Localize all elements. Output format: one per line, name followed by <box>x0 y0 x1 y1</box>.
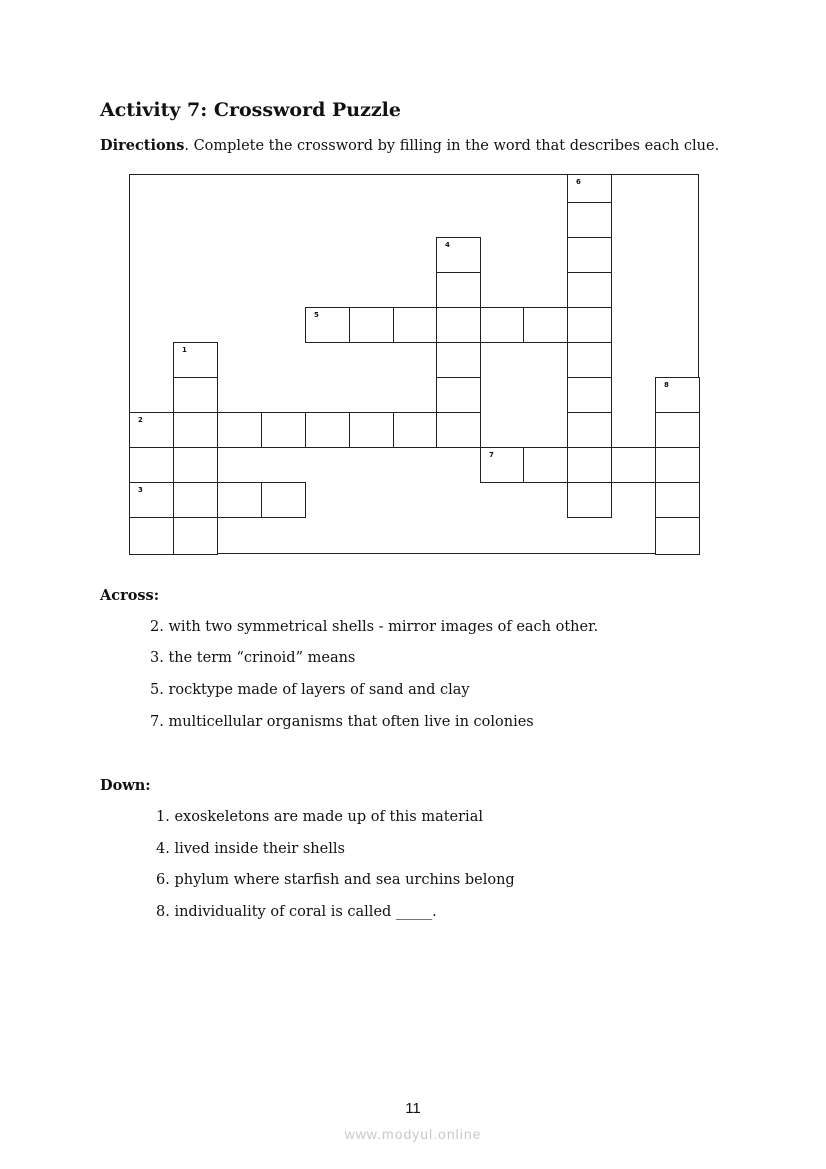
crossword-cell[interactable] <box>217 412 262 448</box>
clue-number: 4 <box>445 241 450 249</box>
crossword-cell[interactable] <box>349 412 394 448</box>
watermark: www.modyul.online <box>344 1126 482 1142</box>
crossword-cell[interactable] <box>480 307 524 343</box>
crossword-cell[interactable] <box>655 447 700 483</box>
directions-label: Directions <box>100 137 185 154</box>
crossword-cell[interactable] <box>305 412 350 448</box>
page-number: 11 <box>405 1100 421 1117</box>
across-clue-5: 5. rocktype made of layers of sand and clay <box>150 682 470 698</box>
page-title: Activity 7: Crossword Puzzle <box>100 99 401 121</box>
crossword-cell[interactable] <box>217 482 262 518</box>
crossword-cell[interactable] <box>567 174 612 203</box>
down-clue-4: 4. lived inside their shells <box>156 841 345 857</box>
crossword-cell[interactable] <box>655 412 700 448</box>
crossword-cell[interactable] <box>173 342 218 378</box>
crossword-cell[interactable] <box>129 447 174 483</box>
crossword-cell[interactable] <box>655 517 700 555</box>
crossword-cell[interactable] <box>523 307 568 343</box>
crossword-cell[interactable] <box>305 307 350 343</box>
directions <box>100 137 719 154</box>
clue-number: 7 <box>489 451 494 459</box>
crossword-cell[interactable] <box>567 342 612 378</box>
crossword-cell[interactable] <box>173 377 218 413</box>
crossword-cell[interactable] <box>436 412 481 448</box>
directions-text: . Complete the crossword by filling in the word that describes each clue. <box>184 138 720 154</box>
crossword-cell[interactable] <box>611 447 656 483</box>
across-clue-7: 7. multicellular organisms that often live in colonies <box>150 714 534 730</box>
crossword-cell[interactable] <box>567 447 612 483</box>
clue-number: 5 <box>314 311 319 319</box>
crossword-cell[interactable] <box>567 272 612 308</box>
crossword-grid <box>129 174 699 554</box>
crossword-cell[interactable] <box>436 342 481 378</box>
crossword-cell[interactable] <box>655 377 700 413</box>
down-clue-6: 6. phylum where starfish and sea urchins belong <box>156 872 515 888</box>
crossword-cell[interactable] <box>436 377 481 413</box>
down-clue-8: 8. individuality of coral is called _____. <box>156 904 437 920</box>
crossword-cell[interactable] <box>393 307 437 343</box>
crossword-cell[interactable] <box>261 482 306 518</box>
crossword-cell[interactable] <box>567 307 612 343</box>
crossword-cell[interactable] <box>523 447 568 483</box>
crossword-cell[interactable] <box>436 272 481 308</box>
across-heading: Across: <box>100 587 160 604</box>
crossword-cell[interactable] <box>567 237 612 273</box>
crossword-cell[interactable] <box>436 307 481 343</box>
crossword-cell[interactable] <box>436 237 481 273</box>
crossword-cell[interactable] <box>655 482 700 518</box>
clue-number: 8 <box>664 381 669 389</box>
crossword-cell[interactable] <box>567 412 612 448</box>
down-clue-1: 1. exoskeletons are made up of this material <box>156 809 483 825</box>
crossword-cell[interactable] <box>567 202 612 238</box>
down-heading: Down: <box>100 777 151 794</box>
crossword-cell[interactable] <box>173 412 218 448</box>
crossword-cell[interactable] <box>567 377 612 413</box>
crossword-cell[interactable] <box>129 412 174 448</box>
crossword-cell[interactable] <box>261 412 306 448</box>
across-clue-2: 2. with two symmetrical shells - mirror images of each other. <box>150 619 599 635</box>
crossword-cell[interactable] <box>393 412 437 448</box>
crossword-cell[interactable] <box>480 447 524 483</box>
clue-number: 1 <box>182 346 187 354</box>
clue-number: 6 <box>576 178 581 186</box>
crossword-cell[interactable] <box>173 517 218 555</box>
crossword-cell[interactable] <box>129 482 174 518</box>
clue-number: 3 <box>138 486 143 494</box>
crossword-cell[interactable] <box>173 482 218 518</box>
across-clue-3: 3. the term “crinoid” means <box>150 650 356 666</box>
clue-number: 2 <box>138 416 143 424</box>
crossword-cell[interactable] <box>129 517 174 555</box>
crossword-cell[interactable] <box>567 482 612 518</box>
crossword-cell[interactable] <box>349 307 394 343</box>
crossword-cell[interactable] <box>173 447 218 483</box>
